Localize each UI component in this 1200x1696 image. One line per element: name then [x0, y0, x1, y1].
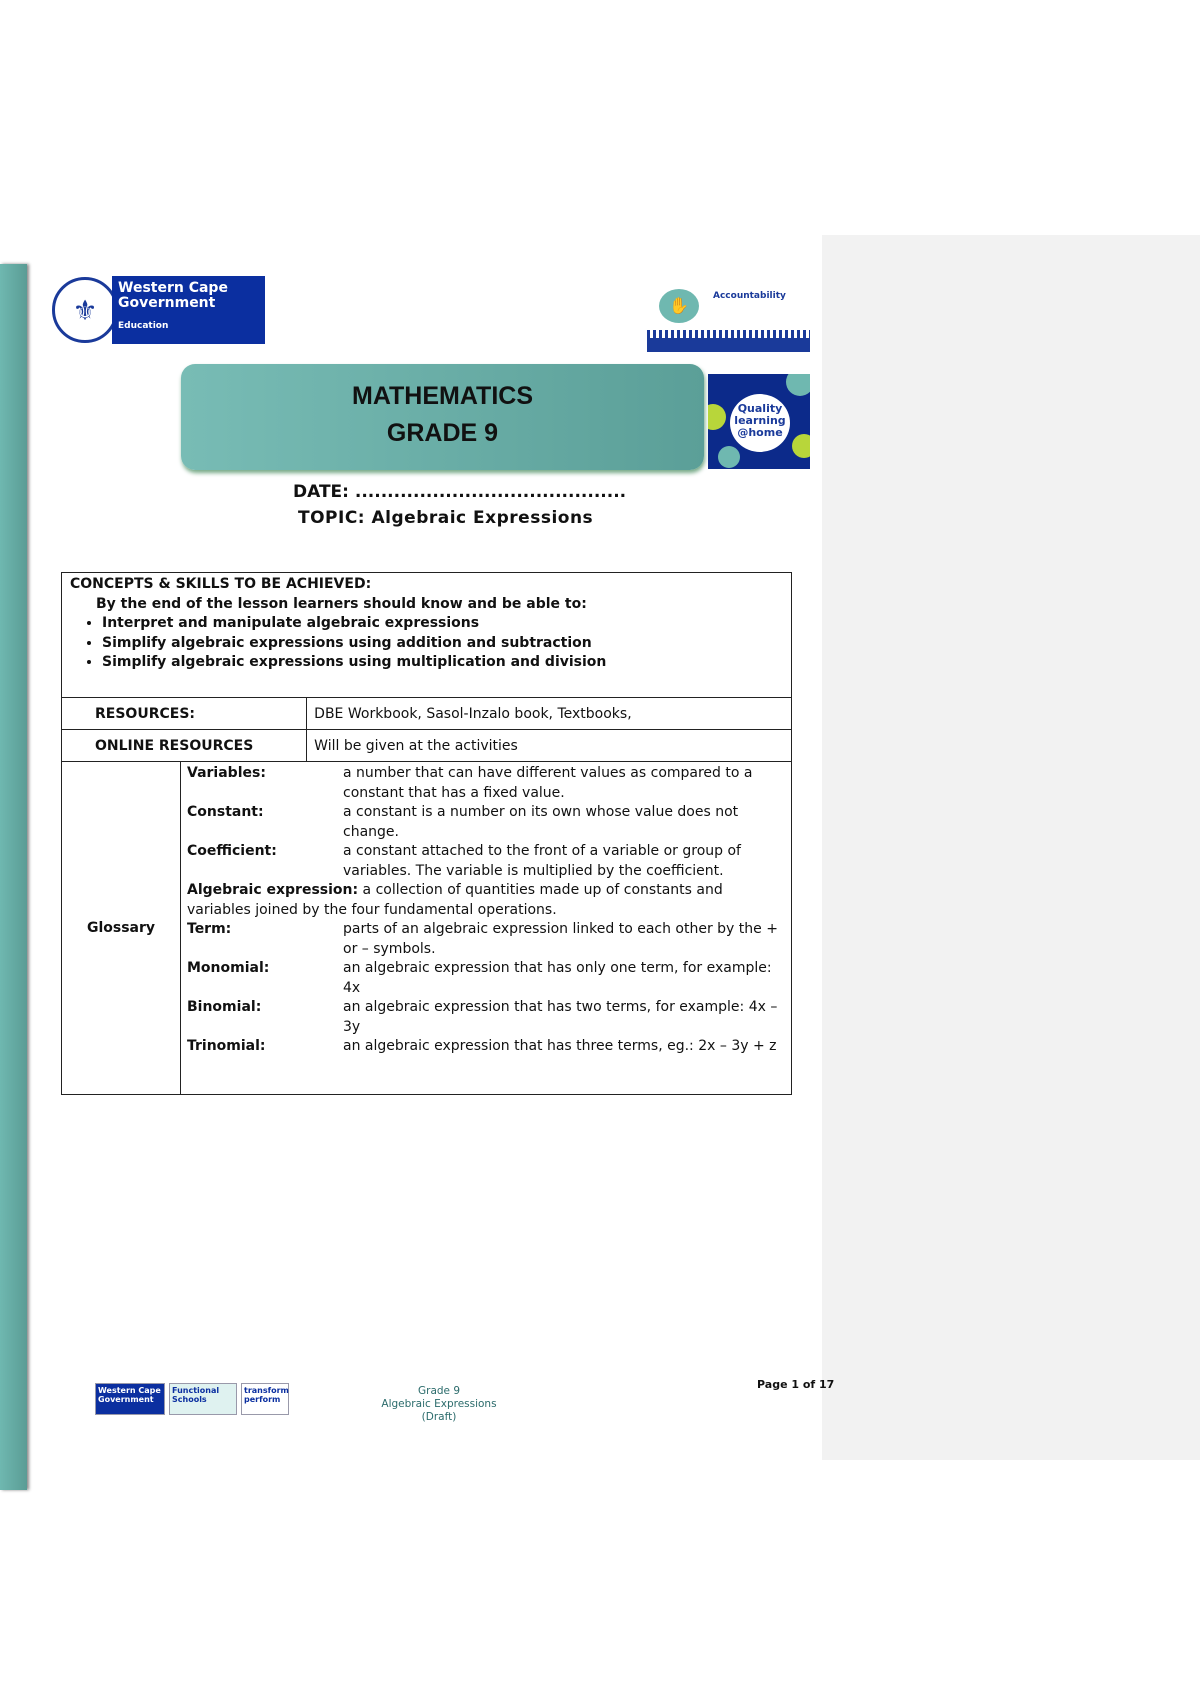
glossary-list: [181, 762, 792, 1095]
glossary-definition: a collection of quantities made up of constants and variables joined by the four fundamental operations.: [187, 882, 723, 918]
concept-item: • Interpret and manipulate algebraic expressions: [102, 614, 783, 634]
glossary-definition: a constant is a number on its own whose value does not change.: [343, 804, 739, 840]
footer-text: Grade 9: [417, 1385, 461, 1397]
glossary-entry: [187, 920, 785, 959]
glossary-label: Glossary: [62, 762, 181, 1095]
left-accent-bar: [0, 264, 27, 1490]
footer-center: [369, 1385, 509, 1424]
logo-text: Quality learning @home: [730, 394, 790, 452]
glossary-definition: an algebraic expression that has only one term, for example: 4x: [343, 960, 772, 996]
glossary-term: Constant:: [187, 804, 264, 820]
glossary-entry: [187, 998, 785, 1037]
quality-learning-logo: [708, 374, 810, 469]
logo-line: Western Cape: [118, 280, 228, 296]
wcg-logo: [52, 276, 265, 344]
footer-logo-functional-schools: Functional Schools: [169, 1383, 237, 1415]
glossary-definition: a number that can have different values as compared to a constant that has a fixed value.: [343, 765, 753, 801]
footer-text: Algebraic Expressions: [381, 1398, 497, 1410]
glossary-term: Variables:: [187, 765, 266, 781]
resources-label: RESOURCES:: [62, 698, 307, 730]
footer-text: (Draft): [421, 1411, 457, 1423]
glossary-term: Algebraic expression:: [187, 882, 359, 898]
accountability-logo: [647, 287, 810, 352]
glossary-definition: a constant attached to the front of a variable or group of variables. The variable is multiplied by the coefficient.: [343, 843, 741, 879]
subject-title: MATHEMATICS: [352, 382, 533, 410]
hand-icon: ✋: [659, 289, 699, 323]
glossary-entry: [187, 764, 785, 803]
side-panel: [822, 235, 1200, 1460]
glossary-definition: parts of an algebraic expression linked to each other by the + or – symbols.: [343, 921, 778, 957]
footer-logo-transform-perform: transform perform: [241, 1383, 289, 1415]
glossary-entry: [187, 959, 785, 998]
concepts-cell: [62, 573, 792, 698]
concepts-heading: CONCEPTS & SKILLS TO BE ACHIEVED:: [70, 576, 372, 592]
footer-logo-wcg: Western Cape Government: [95, 1383, 165, 1415]
concepts-intro: By the end of the lesson learners should know and be able to:: [96, 595, 587, 612]
glossary-definition: an algebraic expression that has two terms, for example: 4x – 3y: [343, 999, 778, 1035]
lesson-table: [61, 572, 792, 1095]
glossary-definition: an algebraic expression that has three terms, eg.: 2x – 3y + z: [343, 1038, 777, 1054]
logo-line: Government: [118, 295, 216, 311]
glossary-term: Term:: [187, 921, 232, 937]
glossary-entry: [187, 803, 785, 842]
page-number: Page 1 of 17: [757, 1378, 835, 1391]
title-banner: [181, 364, 704, 470]
glossary-term: Monomial:: [187, 960, 270, 976]
online-resources-label: ONLINE RESOURCES: [62, 730, 307, 762]
glossary-term: Coefficient:: [187, 843, 277, 859]
logo-text: Accountability: [713, 291, 786, 301]
topic-label: TOPIC: Algebraic Expressions: [298, 508, 594, 528]
resources-value: DBE Workbook, Sasol-Inzalo book, Textbooks,: [307, 698, 792, 730]
crest-icon: ⚜: [52, 277, 118, 343]
online-resources-value: Will be given at the activities: [307, 730, 792, 762]
glossary-entry: [187, 1037, 785, 1057]
glossary-term: Trinomial:: [187, 1038, 266, 1054]
date-field: DATE: ..........................................: [293, 482, 627, 502]
grade-title: GRADE 9: [386, 419, 499, 447]
glossary-entry: [187, 881, 785, 920]
logo-line: Education: [118, 321, 169, 331]
glossary-term: Binomial:: [187, 999, 262, 1015]
footer-logos: [95, 1383, 289, 1415]
glossary-entry: [187, 842, 785, 881]
concept-item: • Simplify algebraic expressions using addition and subtraction: [102, 634, 783, 654]
concept-item: • Simplify algebraic expressions using multiplication and division: [102, 653, 783, 673]
